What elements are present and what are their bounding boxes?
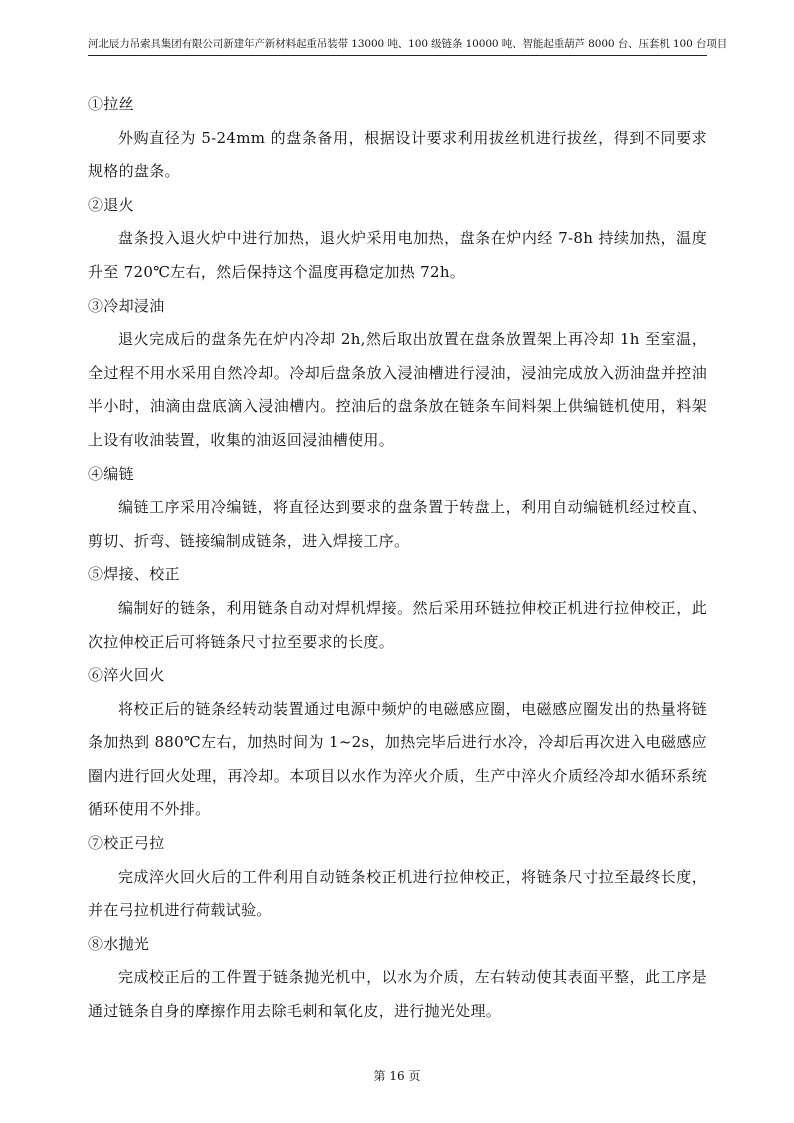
header-divider [88, 55, 707, 56]
page-number: 第 16 页 [373, 1069, 421, 1083]
document-body [88, 88, 707, 1029]
section-cooling-oiling [88, 290, 707, 458]
section-heading: ⑤焊接、校正 [88, 565, 180, 584]
section-drawing [88, 88, 707, 189]
section-paragraph: 将校正后的链条经转动装置通过电源中频炉的电磁感应圈，电磁感应圈发出的热量将链条加热到 880℃左右，加热时间为 1~2s，加热完毕后进行水冷，冷却后再次进入电磁感应圈内进行回火处理，再冷却。本项目以水作为淬火介质，生产中淬火介质经冷却水循环系统循环使用不外排。 [88, 699, 707, 819]
section-heading: ④编链 [88, 464, 134, 483]
section-calibration-test [88, 827, 707, 928]
section-paragraph: 盘条投入退火炉中进行加热，退火炉采用电加热，盘条在炉内经 7-8h 持续加热，温度升至 720℃左右，然后保持这个温度再稳定加热 72h。 [88, 229, 707, 281]
section-heading: ②退火 [88, 195, 134, 214]
section-heading: ⑧水抛光 [88, 934, 150, 953]
running-header: 河北辰力吊索具集团有限公司新建年产新材料起重吊装带 13000 吨、100 级链条 10000 吨、智能起重葫芦 8000 台、压套机 100 台项目 [88, 38, 728, 50]
section-paragraph: 外购直径为 5-24mm 的盘条备用，根据设计要求利用拔丝机进行拔丝，得到不同要求规格的盘条。 [88, 128, 707, 181]
section-heading: ①拉丝 [88, 95, 134, 113]
section-welding-straightening [88, 558, 707, 659]
section-annealing [88, 189, 707, 290]
section-heading: ⑦校正弓拉 [88, 834, 165, 853]
section-paragraph: 编链工序采用冷编链，将直径达到要求的盘条置于转盘上，利用自动编链机经过校直、剪切、折弯、链接编制成链条，进入焊接工序。 [88, 498, 707, 550]
section-paragraph: 编制好的链条，利用链条自动对焊机焊接。然后采用环链拉伸校正机进行拉伸校正，此次拉伸校正后可将链条尺寸拉至要求的长度。 [88, 598, 707, 651]
section-heading: ⑥淬火回火 [88, 666, 165, 685]
section-paragraph: 退火完成后的盘条先在炉内冷却 2h,然后取出放置在盘条放置架上再冷却 1h 至室温，全过程不用水采用自然冷却。冷却后盘条放入浸油槽进行浸油，浸油完成放入沥油盘并控油半小时，油滴由盘底滴入浸油槽内。控油后的盘条放在链条车间料架上供编链机使用，料架上设有收油装置，收集的油返回浸油槽使用。 [88, 330, 707, 449]
section-chain-braiding [88, 458, 707, 559]
section-water-polishing [88, 928, 707, 1029]
section-heading: ③冷却浸油 [88, 296, 165, 315]
section-paragraph: 完成淬火回火后的工件利用自动链条校正机进行拉伸校正，将链条尺寸拉至最终长度，并在弓拉机进行荷载试验。 [88, 867, 707, 920]
section-paragraph: 完成校正后的工件置于链条抛光机中，以水为介质，左右转动使其表面平整，此工序是通过链条自身的摩擦作用去除毛刺和氧化皮，进行抛光处理。 [88, 968, 707, 1021]
section-quench-temper [88, 659, 707, 827]
